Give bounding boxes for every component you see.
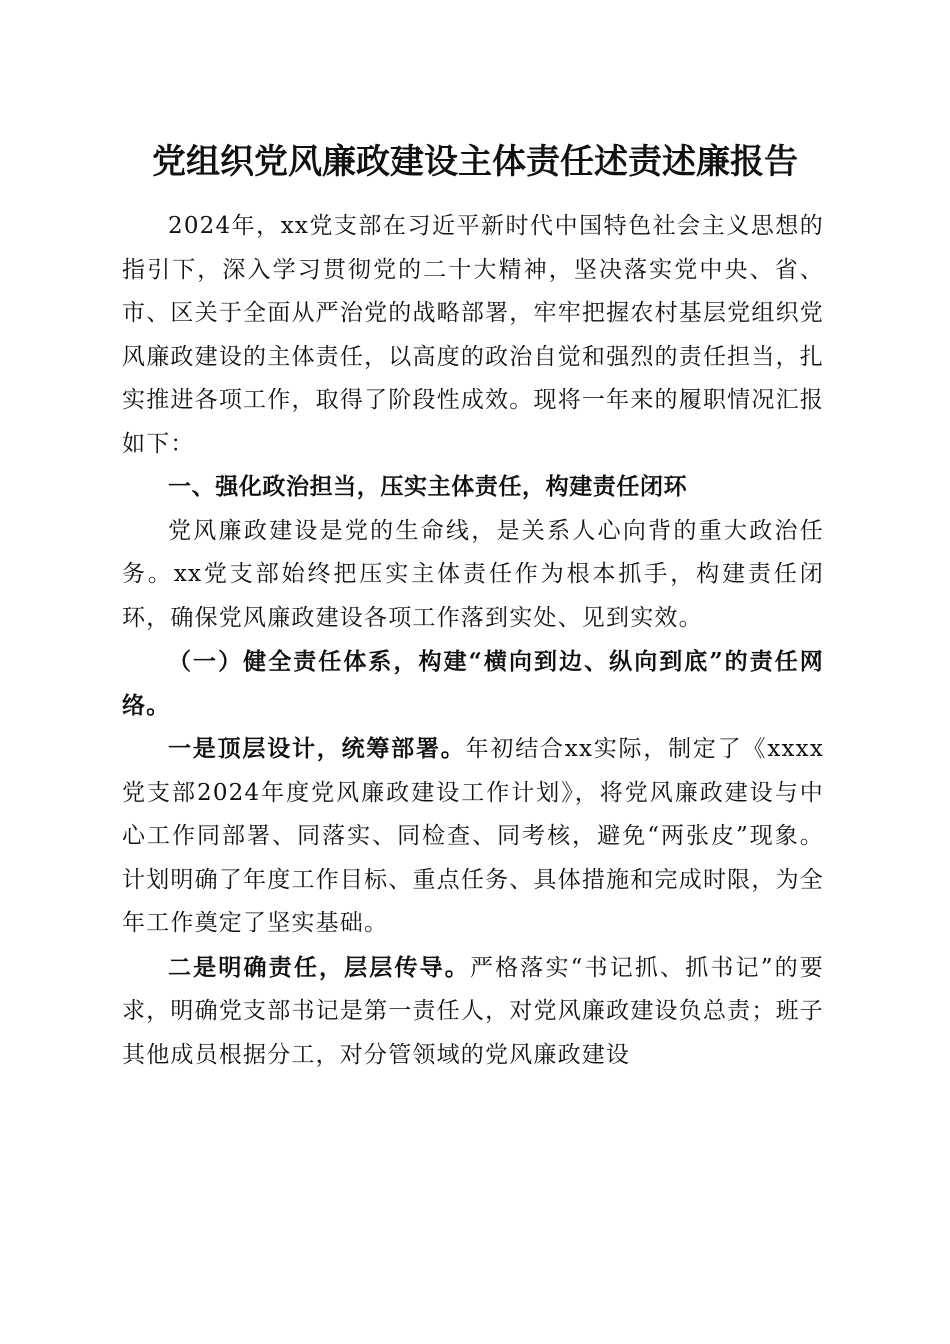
point-1-paragraph [122, 727, 824, 946]
subsection-1-heading: （一）健全责任体系，构建“横向到边、纵向到底”的责任网络。 [122, 648, 824, 719]
intro-paragraph: 2024年，xx党支部在习近平新时代中国特色社会主义思想的指引下，深入学习贯彻党的二十大精神，坚决落实党中央、省、市、区关于全面从严治党的战略部署，牢牢把握农村基层党组织党风廉政建设的主体责任，以高度的政治自觉和强烈的责任担当，扎实推进各项工作，取得了阶段性成效。现将一年来的履职情况汇报如下： [122, 213, 824, 457]
section-1-heading: 一、强化政治担当，压实主体责任，构建责任闭环 [168, 474, 688, 500]
point-2-paragraph [122, 946, 824, 1078]
point-1-lead: 一是顶层设计，统筹部署。 [168, 735, 466, 762]
document-title: 党组织党风廉政建设主体责任述责述廉报告 [152, 142, 798, 182]
section-1-paragraph: 党风廉政建设是党的生命线，是关系人心向背的重大政治任务。xx党支部始终把压实主体责任作为根本抓手，构建责任闭环，确保党风廉政建设各项工作落到实处、见到实效。 [122, 517, 824, 631]
point-2-lead: 二是明确责任，层层传导。 [168, 953, 470, 981]
document-body [122, 205, 824, 1077]
point-1-text: 年初结合xx实际，制定了《xxxx党支部2024年度党风廉政建设工作计划》，将党风廉政建设与中心工作同部署、同落实、同检查、同考核，避免“两张皮”现象。计划明确了年度工作目标、重点任务、具体措施和完成时限，为全年工作奠定了坚实基础。 [122, 736, 825, 936]
point-2-text: 严格落实“书记抓、抓书记”的要求，明确党支部书记是第一责任人，对党风廉政建设负总责；班子其他成员根据分工，对分管领域的党风廉政建设 [122, 954, 824, 1068]
